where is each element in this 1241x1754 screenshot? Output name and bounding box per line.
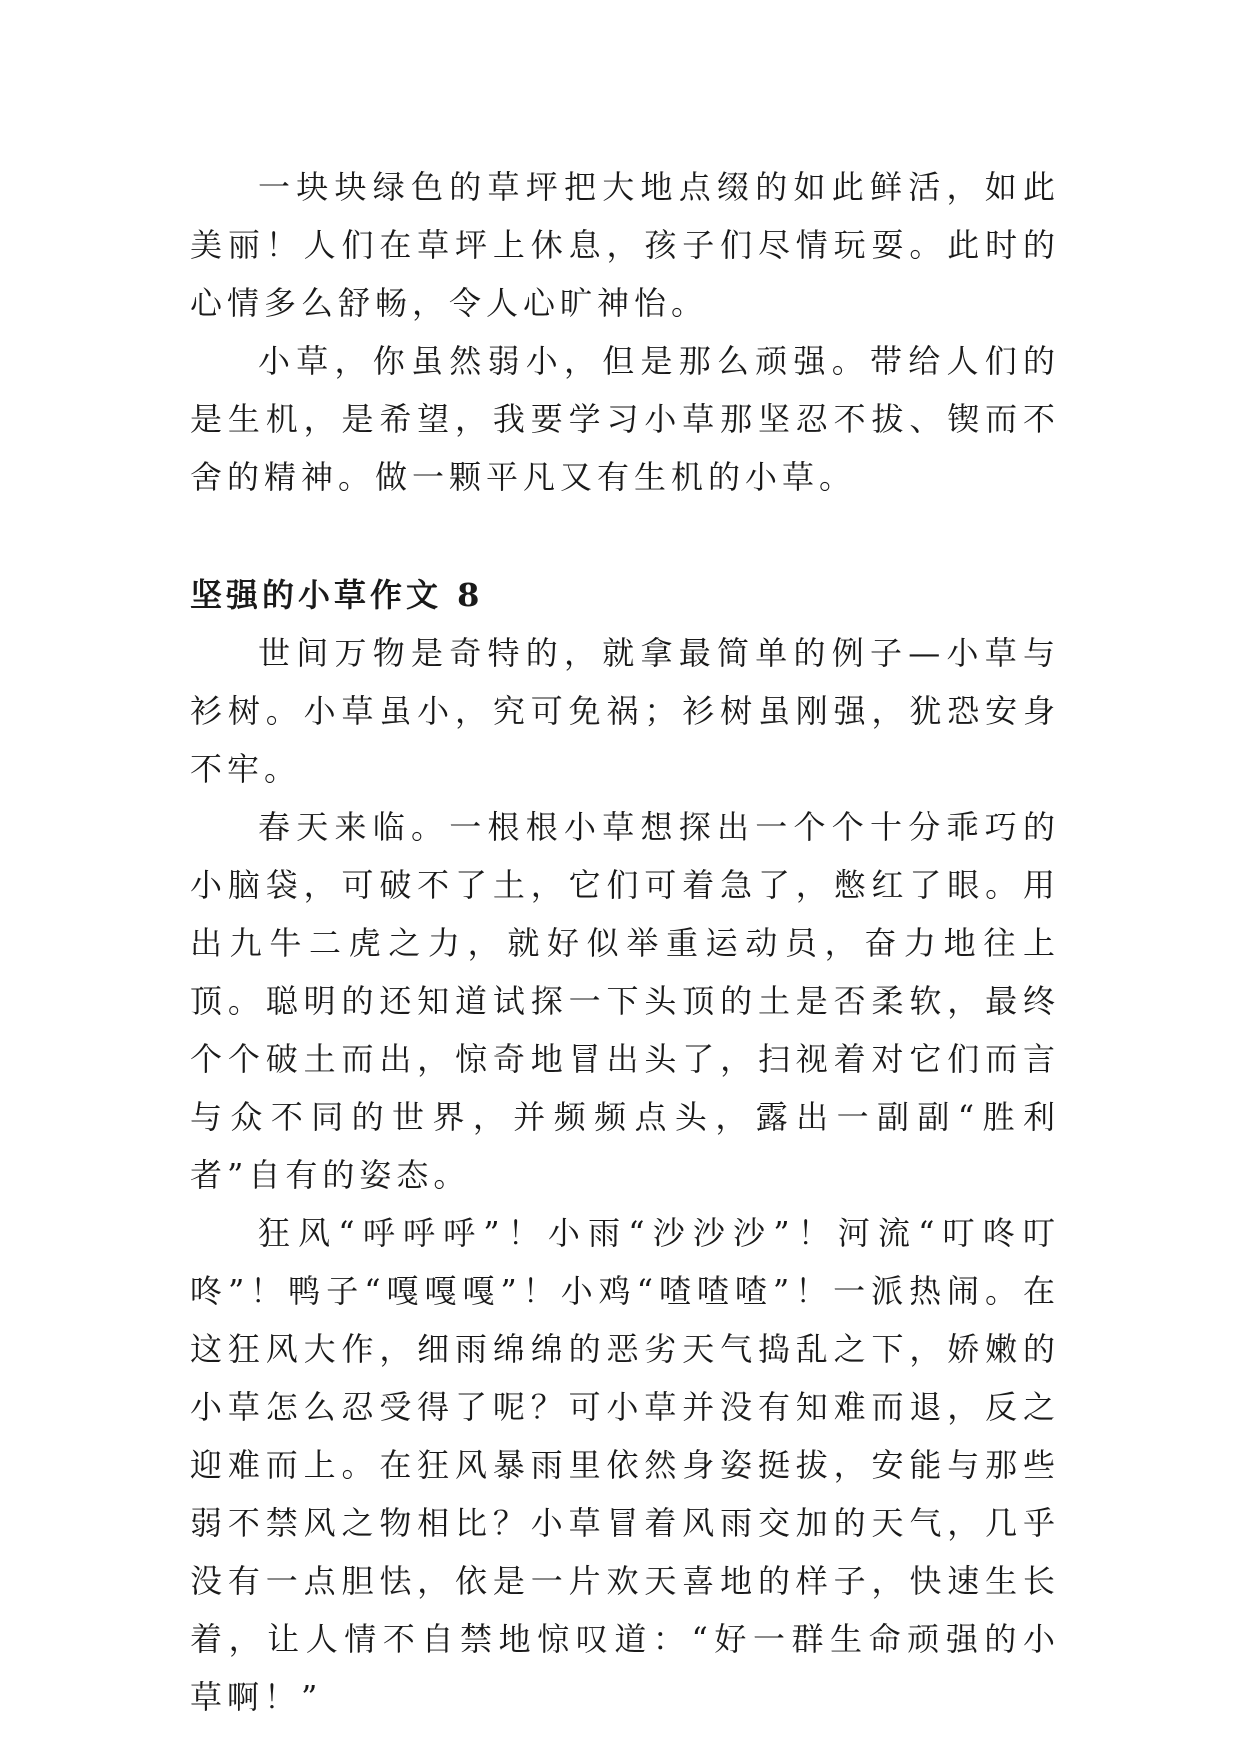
paragraph-grass-lawn: 一块块绿色的草坪把大地点缀的如此鲜活，如此美丽！人们在草坪上休息，孩子们尽情玩耍。此时的心情多么舒畅，令人心旷神怡。 xyxy=(190,168,1060,322)
document-body xyxy=(190,158,1060,1726)
paragraph-grass-tenacity: 小草，你虽然弱小，但是那么顽强。带给人们的是生机，是希望，我要学习小草那坚忍不拔、锲而不舍的精神。做一颗平凡又有生机的小草。 xyxy=(190,342,1060,496)
section-title: 坚强的小草作文 8 xyxy=(190,576,484,614)
paragraph-spring-arrives: 春天来临。一根根小草想探出一个个十分乖巧的小脑袋，可破不了土，它们可着急了，憋红了眼。用出九牛二虎之力，就好似举重运动员，奋力地往上顶。聪明的还知道试探一下头顶的土是否柔软，最终个个破土而出，惊奇地冒出头了，扫视着对它们而言与众不同的世界，并频频点头，露出一副副“胜利者”自有的姿态。 xyxy=(190,808,1060,1194)
paragraph-storm: 狂风“呼呼呼”！小雨“沙沙沙”！河流“叮咚叮咚”！鸭子“嘎嘎嘎”！小鸡“喳喳喳”！一派热闹。在这狂风大作，细雨绵绵的恶劣天气捣乱之下，娇嫩的小草怎么忍受得了呢？可小草并没有知难而退，反之迎难而上。在狂风暴雨里依然身姿挺拔，安能与那些弱不禁风之物相比？小草冒着风雨交加的天气，几乎没有一点胆怯，依是一片欢天喜地的样子，快速生长着，让人情不自禁地惊叹道：“好一群生命顽强的小草啊！” xyxy=(190,1214,1060,1716)
paragraph-grass-and-fir: 世间万物是奇特的，就拿最简单的例子—小草与衫树。小草虽小，究可免祸；衫树虽刚强，犹恐安身不牢。 xyxy=(190,634,1060,788)
